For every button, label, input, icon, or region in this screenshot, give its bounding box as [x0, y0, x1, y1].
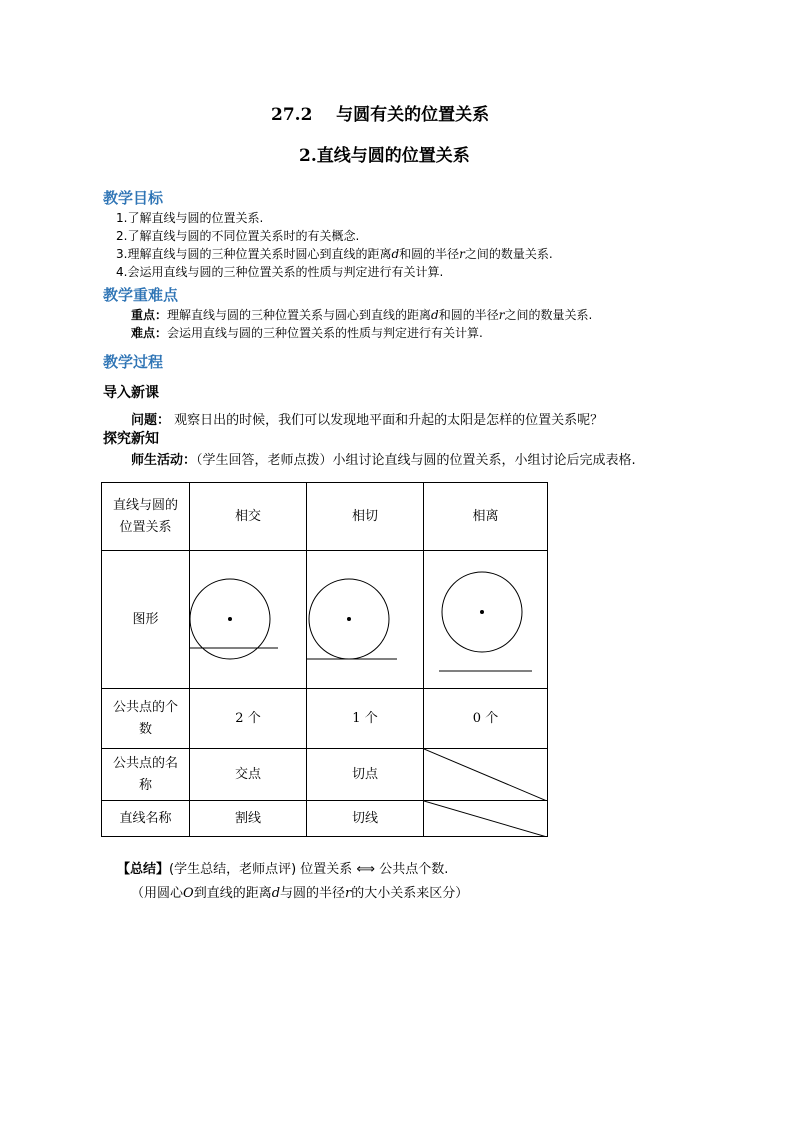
col-header-separate: 相离 [424, 483, 548, 551]
table-row [102, 551, 548, 689]
key-label: 重点： [131, 308, 168, 322]
var-o: O [183, 886, 194, 901]
question [131, 409, 603, 428]
count-intersect: 2 个 [190, 689, 307, 749]
figure-label-cell: 图形 [102, 551, 190, 689]
figure-tangent [307, 551, 424, 689]
var-r: r [498, 308, 505, 322]
activity-text: （学生回答，老师点拨）小组讨论直线与圆的位置关系，小组讨论后完成表格. [196, 453, 636, 468]
tangent-diagram [307, 551, 423, 689]
table-row [102, 749, 548, 801]
intersect-diagram [190, 551, 306, 689]
separate-diagram [424, 551, 547, 689]
difficulty-text: 会运用直线与圆的三种位置关系的性质与判定进行有关计算. [167, 326, 483, 340]
key-mid: 和圆的半径 [438, 308, 499, 322]
key-heading: 教学重难点 [103, 286, 179, 304]
diagonal-slash [424, 801, 547, 837]
document-title [271, 100, 489, 125]
figure-intersect [190, 551, 307, 689]
name-separate-empty [424, 749, 548, 801]
key-text: 理解直线与圆的三种位置关系与圆心到直线的距离 [167, 308, 432, 322]
title-number: 27.2 [271, 105, 313, 125]
goal-3-text: 3.理解直线与圆的三种位置关系时圆心到直线的距离 [116, 247, 392, 261]
header-label-cell: 直线与圆的 位置关系 [102, 483, 190, 551]
diagonal-slash [424, 749, 547, 801]
summary-note: （用圆心O到直线的距离d与圆的半径r的大小关系来区分） [131, 886, 469, 901]
activity-label: 师生活动： [131, 453, 197, 468]
col-header-intersect: 相交 [190, 483, 307, 551]
count-separate: 0 个 [424, 689, 548, 749]
var-r: r [459, 247, 465, 261]
summary-text: (学生总结，老师点评) 位置关系 ⟺ 公共点个数. [169, 862, 449, 877]
goal-3-mid: 和圆的半径 [399, 247, 460, 261]
line-separate-empty [424, 801, 548, 837]
var-d: d [391, 247, 400, 261]
var-d: d [431, 308, 439, 322]
goals-heading: 教学目标 [103, 189, 164, 207]
line-label-cell: 直线名称 [102, 801, 190, 837]
goal-item [116, 245, 553, 262]
var-r: r [345, 886, 352, 901]
explore-heading: 探究新知 [103, 431, 159, 447]
question-text: 观察日出的时候，我们可以发现地平面和升起的太阳是怎样的位置关系呢？ [174, 413, 604, 428]
goal-item: 4.会运用直线与圆的三种位置关系的性质与判定进行有关计算. [116, 265, 444, 279]
var-d: d [271, 886, 281, 901]
document-subtitle: 2.直线与圆的位置关系 [299, 146, 470, 166]
difficulty-point [131, 324, 483, 341]
intro-heading: 导入新课 [103, 385, 159, 401]
count-tangent: 1 个 [307, 689, 424, 749]
title-text: 与圆有关的位置关系 [336, 105, 490, 125]
relation-table [101, 482, 548, 837]
col-header-tangent: 相切 [307, 483, 424, 551]
goal-item: 1.了解直线与圆的位置关系. [116, 211, 264, 225]
activity [131, 449, 636, 468]
question-label: 问题： [131, 413, 171, 428]
key-end: 之间的数量关系. [504, 308, 593, 322]
name-label-cell: 公共点的名 称 [102, 749, 190, 801]
table-row [102, 689, 548, 749]
difficulty-label: 难点： [131, 326, 168, 340]
name-tangent: 切点 [307, 749, 424, 801]
name-intersect: 交点 [190, 749, 307, 801]
summary [117, 858, 448, 877]
line-intersect: 割线 [190, 801, 307, 837]
summary-label: 【总结】 [117, 862, 170, 877]
goal-item: 2.了解直线与圆的不同位置关系时的有关概念. [116, 229, 360, 243]
center-dot [347, 617, 351, 621]
figure-separate [424, 551, 548, 689]
line-tangent: 切线 [307, 801, 424, 837]
count-label-cell: 公共点的个 数 [102, 689, 190, 749]
table-row [102, 483, 548, 551]
goal-3-end: 之间的数量关系. [464, 247, 553, 261]
center-dot [480, 610, 484, 614]
process-heading: 教学过程 [103, 353, 164, 371]
center-dot [228, 617, 232, 621]
key-point [131, 306, 592, 323]
table-row [102, 801, 548, 837]
